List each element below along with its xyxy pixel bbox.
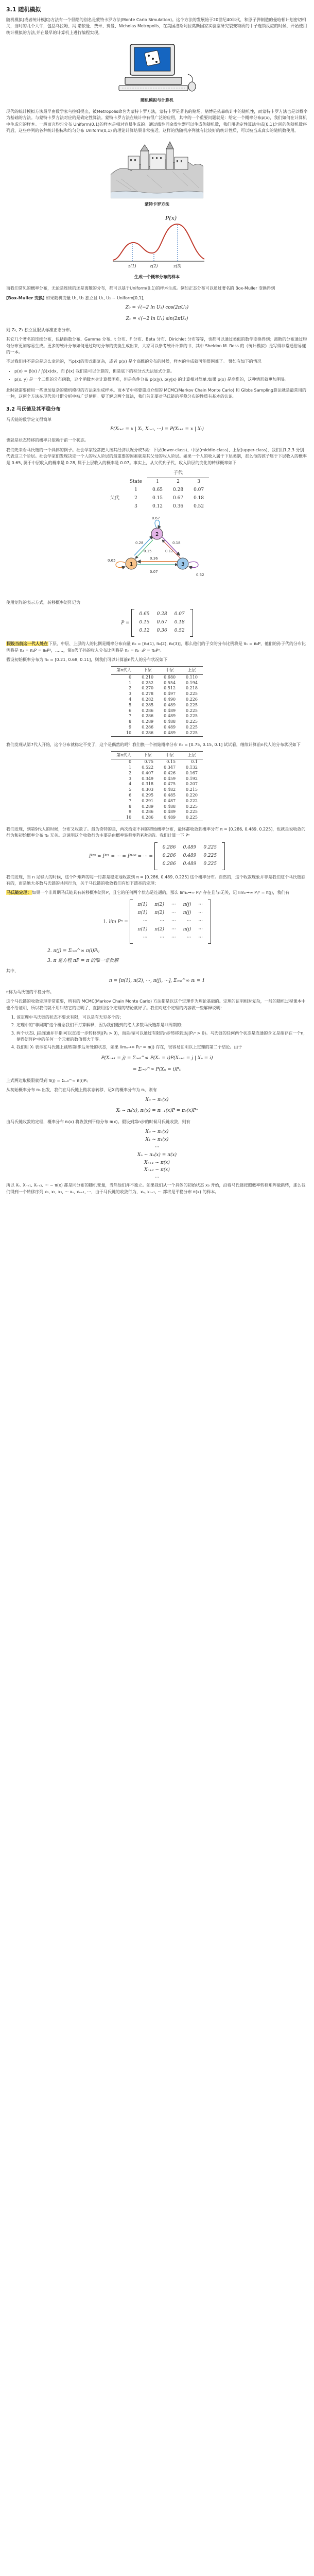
table-cell: 0.285	[142, 702, 154, 707]
table-row	[111, 714, 203, 719]
matrix-cell: π(1)	[137, 910, 148, 916]
convergence-equations	[6, 1129, 308, 1182]
matrix-cell: ···	[198, 910, 203, 916]
table-cell: 0.489	[164, 702, 176, 707]
equation: Xₙ ~ πₙ(x) = π(x)	[137, 1152, 177, 1158]
highlight: 假设当前这一代人处在	[7, 641, 48, 647]
box-muller-text: 如果随机变量 U₁, U₂ 独立且 U₁, U₂ ~ Uniform[0,1]，	[44, 295, 147, 300]
table-cell: 0.225	[186, 714, 198, 719]
equation: X₀ ~ π₀(x)	[145, 1129, 169, 1134]
cell: 0.52	[194, 503, 204, 509]
table-row	[111, 686, 203, 691]
figure-distribution	[6, 213, 308, 280]
column-header: 下层	[136, 667, 159, 674]
col-header: 2	[177, 479, 180, 484]
table-row	[111, 776, 203, 782]
matrix-cell: 0.65	[139, 612, 150, 617]
paragraph: 我们发现，当 n 足够大的时候，这个Pⁿ矩阵的每一行都是稳定地收敛到 π = [0.286, 0.489, 0.225] 这个概率分布。自然的，这个收敛现象并非是我们这个马氏链独有的，而是绝大多数马氏链的共同行为，关于马氏链的收敛我们有如下漂亮的定理：	[6, 874, 305, 886]
table-cell: 0.512	[164, 686, 176, 691]
graph-loop	[116, 562, 125, 567]
matrix-cell: π(j)	[183, 902, 191, 907]
matrix-cell: π(1)	[137, 926, 148, 932]
table-row	[105, 503, 209, 511]
table-cell: 0.303	[142, 787, 154, 792]
table-cell: 0.487	[164, 798, 176, 803]
row-state: 1	[134, 487, 137, 493]
matrix-cell: ···	[143, 935, 148, 940]
table-cell: 0.15	[166, 759, 176, 765]
tick-label: z(1)	[128, 264, 136, 269]
paragraph: 上式两边取极限就得到 π(j) = Σᵢ₌₀^∞ π(i)Pᵢⱼ	[6, 1078, 88, 1083]
table-cell: 0.286	[142, 809, 154, 815]
matrix-cell: ···	[186, 935, 191, 940]
table-cell: 0.349	[142, 776, 154, 781]
matrix-cell: 0.07	[174, 612, 185, 617]
table-cell: 0.289	[142, 719, 154, 724]
table-cell: 0.225	[186, 804, 198, 809]
matrix-cell: π(1)	[137, 902, 148, 907]
equation: X₁ ~ π₁(x)	[145, 1137, 169, 1142]
table-cell: 0.489	[159, 731, 181, 736]
table-cell: 0.289	[142, 804, 154, 809]
table-row	[111, 804, 203, 810]
table-cell: 1	[129, 765, 132, 770]
table-cell: 0.282	[142, 697, 154, 702]
table-cell: 8	[129, 804, 132, 809]
table-row	[111, 765, 203, 771]
table-cell: 0.489	[164, 714, 176, 719]
equation: Xᵢ ~ πᵢ(x), πᵢ(x) = πᵢ₋₁(x)P = π₀(x)Pⁿ	[116, 1108, 198, 1114]
table-cell: 0.488	[164, 719, 176, 724]
table-row	[111, 815, 203, 821]
table-row	[111, 719, 203, 725]
table-cell: 0.215	[186, 787, 198, 792]
table-row	[111, 731, 203, 736]
table-cell: 0.225	[181, 731, 203, 736]
paragraph: 使用矩阵的表示方式，转移概率矩阵记为	[6, 600, 80, 605]
table-cell: 0.554	[164, 680, 176, 685]
bullet-list	[14, 368, 308, 383]
equation: ···	[154, 1175, 160, 1181]
cell: 0.65	[152, 487, 163, 493]
box-muller-paragraph	[6, 295, 308, 301]
section-title: 3.1 随机模拟	[6, 6, 41, 13]
figure-monte-carlo	[6, 139, 308, 208]
table-cell: 2	[129, 686, 132, 691]
matrix-cell: 0.489	[183, 853, 197, 858]
table-cell: 3	[129, 776, 132, 781]
figure-markov-graph	[6, 515, 308, 595]
matrix-cell: ···	[160, 935, 165, 940]
table-cell: 7	[129, 798, 132, 803]
table-cell: 0.347	[164, 765, 176, 770]
matrix-cell: ···	[198, 902, 203, 907]
subsection-title: 3.2 马氏链及其平稳分布	[6, 406, 61, 413]
table-cell: 0.490	[164, 697, 176, 702]
equation: Z₀ = √(−2 ln U₁) cos(2πU₂)	[125, 304, 189, 310]
paragraph: 这个马氏链的收敛定理非常重要，所有的 MCMC(Markov Chain Monte Carlo) 方法都是以这个定理作为理论基础的。定理的证明相对复杂，一般的随机过程课本中也不给证明，所以我们就不用纠结它的证明了，直接用这个定理的结论就好了。我们对这个定理的内容做一些解释说明：	[6, 999, 306, 1010]
column-header: 上层	[181, 751, 203, 759]
matrix-cell: 0.36	[156, 628, 167, 634]
cell: 0.28	[173, 487, 184, 493]
edge-label: 0.36	[150, 556, 158, 561]
table-cell: 0.286	[142, 714, 154, 719]
column-header: 上层	[181, 667, 203, 674]
paragraph: 马氏链的数学定义很简单	[6, 417, 51, 422]
matrix-cell: 0.286	[162, 844, 176, 850]
column-header: 中层	[159, 751, 181, 759]
matrix-label: lim Pⁿ =	[109, 919, 128, 925]
table-cell: 6	[129, 708, 132, 713]
table-cell: 0.482	[164, 787, 176, 792]
matrix-cell: ···	[143, 918, 148, 924]
table-cell: 0.225	[186, 708, 198, 713]
table-cell: 0.225	[186, 702, 198, 707]
table-cell: 1	[129, 680, 132, 685]
table-cell: 3	[129, 691, 132, 697]
table-cell: 0.286	[136, 731, 159, 736]
table-cell: 0.489	[164, 724, 176, 730]
list-item: • p(x) = p̃(x) / ∫p̃(x)dx，而 p̃(x) 我们是可以计算的，但是底下的积分式无法显式计算。	[14, 368, 308, 375]
paragraph: 不过我们并不是总是这么幸运的，当p(x)的形式很复杂，或者 p(x) 是个高维的分布的时候，样本的生成就可能很困难了。 譬如有如下的情况	[6, 359, 261, 364]
item-number: 1.	[103, 919, 108, 925]
table-cell: 0.220	[186, 793, 198, 798]
table-cell: 0.226	[186, 697, 198, 702]
article	[6, 5, 308, 1195]
highlight: 马氏链定理：	[7, 890, 31, 895]
paragraph: 我们发现从第7代人开始，这个分布就稳定不变了，这个是偶然的吗？我们换一个初始概率分布 π₀ = [0.75, 0.15, 0.1] 试试看，继续计算前n代人的分布状况如下	[6, 742, 301, 747]
table-row	[111, 674, 203, 680]
equation: π = [π(1), π(2), ···, π(j), ···], Σᵢ₌₀^∞ πᵢ = 1	[109, 978, 205, 984]
paragraph: π称为马氏链的平稳分布。	[6, 989, 54, 994]
edge-label: 0.28	[135, 540, 144, 545]
table-cell: 0.286	[142, 724, 154, 730]
table-cell: 0.1	[191, 759, 198, 765]
table-row	[111, 703, 203, 708]
node-label: 1	[130, 561, 133, 567]
col-header: 1	[156, 479, 159, 484]
table-row	[111, 787, 203, 793]
table-cell: 0.286	[136, 815, 159, 821]
table-cell: 10	[111, 815, 136, 821]
table-cell: 2	[129, 770, 132, 775]
table-cell: 8	[129, 719, 132, 724]
box-muller-title: [Box-Muller 变换]	[6, 295, 45, 300]
column-header: 中层	[159, 667, 181, 674]
edge-label: 0.52	[196, 572, 204, 577]
computer-illustration	[116, 40, 198, 94]
matrix-cell: π(2)	[154, 926, 165, 932]
column-header: 第n代人	[111, 667, 136, 674]
table-row	[105, 495, 209, 503]
table-cell: 0.497	[164, 691, 176, 697]
table-cell: 0.252	[142, 680, 154, 685]
table-cell: 0.489	[164, 809, 176, 815]
table-cell: 5	[129, 702, 132, 707]
row-state: 3	[134, 503, 137, 509]
list-item: 2. 定理中的"非周期"这个概念我们不打算解释，因为我们遇到的绝大多数马氏链都是非周期的；	[16, 1022, 308, 1028]
table-cell: 0.489	[159, 815, 181, 821]
equation: = Σᵢ₌₀^∞ P(Xₙ = i)Pᵢⱼ	[132, 1066, 182, 1072]
matrix-cell: 0.28	[156, 612, 167, 617]
matrix-cell: π(2)	[154, 902, 165, 907]
paragraph: 所以 Xₙ, Xₙ₊₁, Xₙ₊₂, ··· ~ π(x) 都是同分布的随机变量，当然他们并不独立。如果我们从一个具体的初始状态 x₀ 开始，沿着马氏链按照概率转移矩阵做跳转，那么我们得到一个转移序列 x₀, x₁, x₂, ··· xₙ, xₙ₊₁, ···，由于马氏链的收敛行为，xₙ, xₙ₊₁, ··· 都将是平稳分布 π(x) 的样本。	[6, 1183, 306, 1194]
paragraph: 现代的统计模拟方法最早由数学家乌拉姆提出，被Metropolis命名为蒙特卡罗方法，蒙特卡罗是著名的赌场，赌博是依靠统计中的随机性，而蒙特卡罗方法也是以概率为基础的方法。与蒙特卡罗方法对应的是确定性算法。蒙特卡罗方法在统计中有很广泛的应用，其中的一个重要问题就是：给定一个概率分布p(x)，我们如何在计算机中生成它的样本。一般而言均匀分布 Uniform(0,1)的样本是相对容易生成的。通过线性同余发生器可以生成伪随机数，我们用确定性算法生成[0,1]之间的伪随机数序列后，这些序列的各种统计指标和均匀分布 Uniform(0,1) 的理论计算结果非常接近。这样的伪随机序列就有比较好的统计性质，可以被当成真实的随机数使用。	[6, 109, 308, 133]
table-cell: 0.210	[142, 674, 154, 680]
cell: 0.12	[152, 503, 163, 509]
list-item: 4. 我们用 Xᵢ 表示在马氏链上跳转第i步后所处的状态，如果 limₙ→∞ Pᵢⱼⁿ = π(j) 存在，很容易证明以上定理的第二个结论。由于	[16, 1044, 308, 1050]
matrix-cell: 0.225	[203, 853, 217, 858]
table-row	[111, 793, 203, 799]
figure-caption: 蒙特卡罗方法	[145, 201, 169, 207]
paragraph: 我们发现，到第9代人的时候，分布又收敛了。最为奇特的是，两次给定不同的初始概率分布，最终都收敛到概率分布 π = [0.286, 0.489, 0.225]，也就是说收敛的行为和初始概率分布 π₀ 无关。这说明这个收敛行为主要是由概率转移矩阵P决定的。我们计算一下 Pⁿ	[6, 827, 306, 838]
table-cell: 0.167	[186, 770, 198, 775]
equation: P(Xₙ₊₁ = j) = Σᵢ₌₀^∞ P(Xₙ = i)P(Xₙ₊₁ = j | Xₙ = i)	[101, 1055, 213, 1061]
figure-computer	[6, 40, 308, 104]
table-cell: 0.522	[142, 765, 154, 770]
figure-caption: 随机模拟与计算机	[141, 97, 173, 103]
matrix-cell: 0.12	[139, 628, 150, 634]
matrix-cell: 0.225	[203, 844, 217, 850]
list-item: 3. 两个状态i, j是连通并非指i可以直接一步转移到j(Pᵢⱼ > 0)，而是指i可以通过有限的n步转移到达j(Pᵢⱼⁿ > 0)。马氏链的任何两个状态是连通的含义是指存在一个n，使得矩阵Pⁿ中的任何一个元素的数值都大于零。	[16, 1030, 308, 1043]
transition-table	[105, 469, 209, 511]
table-cell: 0.225	[181, 815, 203, 821]
edge-label: 0.65	[108, 558, 116, 563]
matrix-cell: 0.67	[156, 620, 167, 625]
parent-header: 父代	[110, 495, 119, 501]
limit-matrix	[6, 900, 308, 944]
table-cell: 0.475	[164, 782, 176, 787]
equation: Xₙ₊₁ ~ π(x)	[144, 1160, 170, 1165]
table-cell: 0.218	[186, 686, 198, 691]
table-row	[111, 809, 203, 815]
table-row	[111, 799, 203, 804]
p-matrix	[6, 609, 308, 637]
equation: Xₙ₊₂ ~ π(x)	[144, 1167, 170, 1173]
table-cell: 0.110	[186, 674, 198, 680]
paragraph: 从初始概率分布 π₀ 出发，我们在马氏链上做状态转移，记Xᵢ的概率分布为 πᵢ，则有	[6, 1088, 157, 1093]
matrix-cell: π(j)	[183, 910, 191, 916]
p20-matrix	[6, 842, 308, 870]
paragraph	[6, 641, 308, 654]
matrix-cell: 0.225	[203, 861, 217, 867]
table-cell: 4	[129, 697, 132, 702]
edge-label: 0.67	[152, 516, 160, 520]
table-row	[111, 691, 203, 697]
theorem-text: 如果一个非周期马氏链具有转移概率矩阵P，且它的任何两个状态是连通的，那么 limₙ→∞ Pᵢⱼⁿ 存在且与i无关，记 limₙ→∞ Pᵢⱼⁿ = π(j)，我们有	[32, 890, 290, 895]
table-cell: 0.194	[186, 680, 198, 685]
table-row	[111, 759, 203, 765]
graph-loop	[155, 520, 160, 529]
matrix-cell: ···	[160, 918, 165, 924]
table-cell: 0.222	[186, 798, 198, 803]
matrix-cell: 0.286	[162, 861, 176, 867]
table-cell: 0.680	[164, 674, 176, 680]
table-cell: 0.318	[142, 782, 154, 787]
edge-label: 0.12	[165, 549, 173, 553]
table-cell: 7	[129, 714, 132, 719]
node-label: 2	[155, 531, 159, 537]
paragraph: 假设初始概率分布为 π₀ = [0.21, 0.68, 0.11]，则我们可以计算前n代人的分布状况如下	[6, 657, 168, 662]
table-cell: 0.75	[144, 759, 154, 765]
matrix-cell: ···	[186, 918, 191, 924]
table-cell: 10	[111, 731, 136, 736]
cell: 0.18	[194, 495, 204, 501]
paragraph: 其中，	[6, 969, 19, 974]
table-cell: 0.270	[142, 686, 154, 691]
table-row	[111, 782, 203, 787]
monte-carlo-illustration	[111, 139, 203, 198]
paragraph: 而我们常见的概率分布，无论是连续的还是离散的分布，都可以基于Uniform(0,1)的样本生成。例如正态分布可以通过著名的 Box-Muller 变换得到	[6, 286, 275, 291]
matrix-cell: π(j)	[183, 926, 191, 932]
table-cell: 0.207	[186, 782, 198, 787]
markov-chain-graph	[106, 515, 208, 592]
table-cell: 9	[129, 809, 132, 815]
child-header: 子代	[147, 469, 209, 478]
matrix-cell: 0.18	[174, 620, 185, 625]
matrix-cell: ···	[171, 935, 176, 940]
cell: 0.15	[152, 495, 163, 501]
column-header: 第n代人	[111, 751, 136, 759]
table-cell: 0.225	[186, 809, 198, 815]
list-item: • p(x, y) 是一个二维的分布函数，这个函数本身计算很困难，但是条件分布 p(x|y), p(y|x) 的计算相对简单;如果 p(x) 是高维的，这种情形就更加明显。	[14, 377, 308, 383]
matrix-cell: 0.286	[162, 853, 176, 858]
edge-label: 0.18	[172, 540, 181, 545]
paragraph: 也就是状态转移的概率只依赖于前一个状态。	[6, 438, 89, 443]
paragraph: 此时就需要使用一些更加复杂的随机模拟的方法来生成样本。而本节中将要重点介绍的 MCMC(Markov Chain Monte Carlo) 和 Gibbs Sampling算法就是最常用的一种，这两个方法在现代贝叶斯分析中被广泛使用。要了解这两个算法，我们首先要对马氏链的平稳分布的性质有基本的认识。	[6, 387, 306, 399]
matrix-cell: 0.15	[139, 620, 150, 625]
matrix-cell: ···	[198, 918, 203, 924]
col-header: 3	[197, 479, 200, 484]
table-cell: 0.225	[186, 719, 198, 724]
cell: 0.07	[194, 487, 204, 493]
table-cell: 0.295	[142, 793, 154, 798]
figure-caption: 生成一个概率分布的样本	[134, 274, 180, 279]
table-cell: 0.459	[164, 776, 176, 781]
table-cell: 0.489	[164, 708, 176, 713]
theorem-paragraph	[6, 890, 308, 896]
equation: X₀ ~ π₀(x)	[145, 1097, 169, 1103]
table-cell: 0.407	[142, 770, 154, 775]
node-label: 3	[181, 561, 185, 567]
matrix-cell: ···	[171, 910, 176, 916]
state-header: State	[129, 479, 142, 484]
matrix-cell: 0.489	[183, 844, 197, 850]
matrix-cell: 0.52	[174, 628, 185, 634]
table-cell: 5	[129, 787, 132, 792]
table-cell: 0.488	[164, 804, 176, 809]
matrix-cell: ···	[198, 926, 203, 932]
table-row	[111, 697, 203, 703]
matrix-cell: ···	[171, 918, 176, 924]
table-cell: 0.291	[142, 798, 154, 803]
equation: 2. π(j) = Σᵢ₌₀^∞ π(i)Pᵢⱼ	[47, 948, 99, 954]
graph-loop	[189, 562, 198, 567]
matrix-cell: ···	[171, 926, 176, 932]
table-cell: 0.278	[142, 691, 154, 697]
matrix-label: P =	[121, 620, 130, 626]
table-row	[105, 486, 209, 495]
table-row	[111, 771, 203, 776]
table-cell: 0.225	[186, 724, 198, 730]
paragraph: 我们先来看马氏链的一个具体的例子。社会学家经常把人按其经济状况分成3类：下层(lower-class)、中层(middle-class)、上层(upper-class)，我们用1,2,3 分别代表这三个阶层。社会学家们发现决定一个人的收入阶层的最重要的因素就是其父母的收入阶层。如果一个人的收入属于下层类别，那么他的孩子属于下层收入的概率是 0.65, 属于中层收入的概率是 0.28, 属于上层收入的概率是 0.07。事实上，从父代到子代，收入阶层的变化的转移概率如下	[6, 447, 307, 465]
intro-paragraph: 随机模拟(或者统计模拟)方法有一个很酷的别名是蒙特卡罗方法(Monte Carlo Simulation)。这个方法的发展始于20世纪40年代，和原子弹制造的曼哈顿计划密切相关，当时的几个大牛，包括乌拉姆、冯.诺依曼、费米、费曼、Nicholas Metropolis，在美国洛斯阿拉莫斯国家实验室研究裂变物质的中子连锁反应的时候，开始使用统计模拟的方法,并在最早的计算机上进行编程实现。	[6, 18, 307, 35]
table-cell: 0	[129, 674, 132, 680]
explanation-list	[16, 1014, 308, 1051]
table-row	[111, 708, 203, 714]
paragraph: 则 Z₀, Z₁ 独立且服从标准正态分布。	[6, 327, 74, 332]
edge-label: 0.15	[144, 549, 152, 553]
row-state: 2	[134, 495, 137, 501]
table-cell: 6	[129, 793, 132, 798]
equation: ···	[154, 1144, 160, 1150]
distribution-table-1	[111, 666, 203, 736]
paragraph-text: 下层、中层、上层的人的比例是概率分布向量 π₀ = [π₀(1), π₀(2), π₀(3)]，那么他们的子女的分布比例将是 π₁ = π₀P，他们的孙子代的分布比例将是 π₂ = π₁P = π₀P²，……，第n代子孙的收入分布比例将是 πₙ = πₙ₋₁P = π₀Pⁿ。	[6, 641, 306, 653]
table-cell: 0.192	[186, 776, 198, 781]
table-cell: 4	[129, 782, 132, 787]
equation: P(Xₜ₊₁ = x | Xₜ, Xₜ₋₁, ···) = P(Xₜ₊₁ = x | Xₜ)	[110, 427, 204, 432]
density-plot	[106, 213, 208, 270]
cell: 0.67	[173, 495, 184, 501]
cell: 0.36	[173, 503, 184, 509]
equation: 3. π 是方程 πP = π 的唯一非负解	[47, 958, 119, 964]
table-cell: 0.225	[186, 691, 198, 697]
list-item: 1. 该定理中马氏链的状态不要求有限，可以是有无穷多个的；	[16, 1014, 308, 1021]
px-label: P(x)	[165, 215, 177, 222]
table-cell: 0.485	[164, 793, 176, 798]
edge-label: 0.07	[150, 569, 158, 574]
matrix-cell: π(2)	[154, 910, 165, 916]
table-cell: 0.426	[164, 770, 176, 775]
matrix-cell: ···	[198, 935, 203, 940]
matrix-cell: 0.489	[183, 861, 197, 867]
table-cell: 0.132	[186, 765, 198, 770]
matrix-label: P²⁰ = P²¹ = ··· = P¹⁰⁰ = ··· =	[89, 854, 153, 859]
distribution-table-2	[111, 751, 203, 821]
matrix-cell: ···	[171, 902, 176, 907]
table-row	[111, 725, 203, 731]
equation: Z₁ = √(−2 ln U₁) sin(2πU₂)	[126, 316, 188, 321]
tick-label: z(3)	[173, 264, 182, 269]
paragraph: 其它几个著名的连续分布，包括指数分布、Gamma 分布、t 分布、F 分布、Beta 分布、Dirichlet 分布等等，也都可以通过类似的数学变换得到；离散的分布通过均匀分布更加容易生成。更多的统计分布如何通过均匀分布的变换生成出来，大家可以参考统计计算的书，其中 Sheldon M. Ross 的《统计模拟》是写得非常通俗易懂的一本。	[6, 337, 307, 354]
tick-label: z(2)	[150, 264, 158, 269]
table-cell: 9	[129, 724, 132, 730]
table-row	[111, 681, 203, 686]
table-cell: 0	[129, 759, 132, 765]
paragraph: 由马氏链收敛的定理，概率分布 πᵢ(x) 将收敛到平稳分布 π(x)。假设到第n步的时候马氏链收敛，则有	[6, 1120, 190, 1125]
column-header: 下层	[136, 751, 159, 759]
table-cell: 0.286	[142, 708, 154, 713]
